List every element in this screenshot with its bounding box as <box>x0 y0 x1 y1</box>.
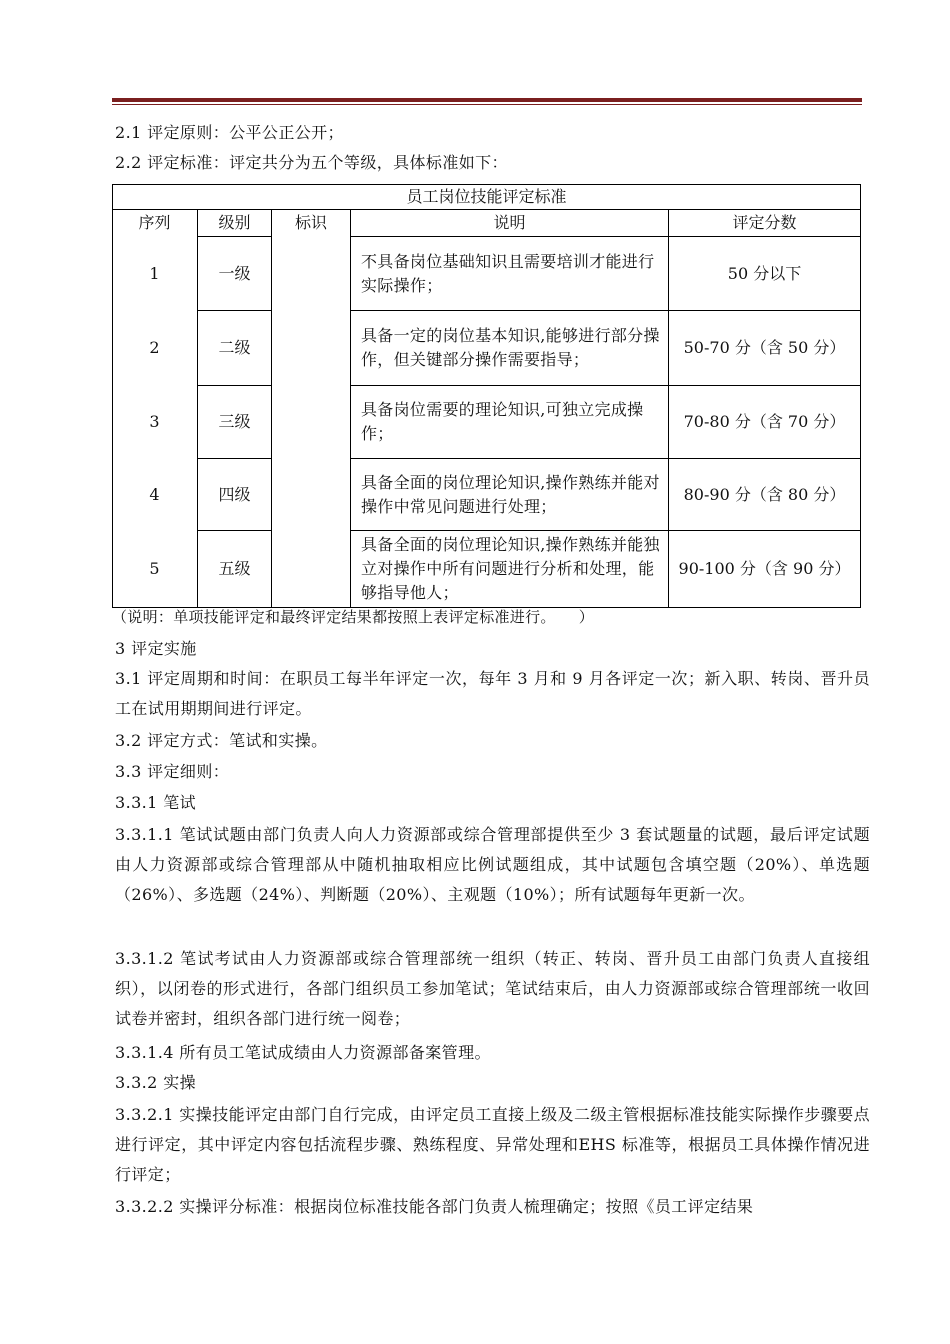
row-2-level: 二级 <box>218 338 251 357</box>
row-3-description: 具备岗位需要的理论知识,可独立完成操作； <box>361 400 644 443</box>
row-5-level: 五级 <box>218 559 251 578</box>
row-2-description: 具备一定的岗位基本知识,能够进行部分操作，但关键部分操作需要指导； <box>361 326 660 369</box>
row-5-score: 90-100 分（含 90 分） <box>678 559 851 578</box>
paragraph-2-2: 2.2 评定标准：评定共分为五个等级，具体标准如下： <box>115 153 508 172</box>
paragraph-3-3-1-2: 3.3.1.2 笔试考试由人力资源部或综合管理部统一组织（转正、转岗、晋升员工由部门负责人直接组织），以闭卷的形式进行，各部门组织员工参加笔试；笔试结束后，由人力资源部或综合管理部统一收回试卷并密封，组织各部门进行统一阅卷； <box>115 949 870 1028</box>
paragraph-3-3-2-2: 3.3.2.2 实操评分标准：根据岗位标准技能各部门负责人梳理确定；按照《员工评定结果 <box>115 1197 754 1216</box>
row-4-seq: 4 <box>149 484 160 504</box>
header-rule-thick <box>112 98 862 102</box>
skill-standard-table <box>112 184 861 608</box>
row-3-score: 70-80 分（含 70 分） <box>683 412 846 431</box>
heading-3-3-2: 3.3.2 实操 <box>115 1073 196 1092</box>
paragraph-3-2: 3.2 评定方式：笔试和实操。 <box>115 731 328 750</box>
row-3-seq: 3 <box>149 412 160 431</box>
paragraph-3-3: 3.3 评定细则： <box>115 762 230 781</box>
row-4-score: 80-90 分（含 80 分） <box>683 484 846 504</box>
header-rule-thin <box>112 104 862 105</box>
header-seq: 序列 <box>138 212 171 232</box>
row-5-description: 具备全面的岗位理论知识,操作熟练并能独立对操作中所有问题进行分析和处理，能够指导他人； <box>361 535 660 602</box>
header-score: 评定分数 <box>732 212 797 232</box>
row-4-description: 具备全面的岗位理论知识,操作熟练并能对操作中常见问题进行处理； <box>361 472 660 516</box>
row-2-seq: 2 <box>149 338 160 357</box>
row-1-level: 一级 <box>218 263 251 283</box>
paragraph-3-3-1-4: 3.3.1.4 所有员工笔试成绩由人力资源部备案管理。 <box>115 1043 491 1062</box>
paragraph-3-1: 3.1 评定周期和时间：在职员工每半年评定一次，每年 3 月和 9 月各评定一次；新入职、转岗、晋升员工在试用期期间进行评定。 <box>115 669 870 718</box>
row-3-level: 三级 <box>218 412 251 431</box>
row-2-score: 50-70 分（含 50 分） <box>683 338 846 357</box>
paragraph-3-3-2-1: 3.3.2.1 实操技能评定由部门自行完成，由评定员工直接上级及二级主管根据标准技能实际操作步骤要点进行评定，其中评定内容包括流程步骤、熟练程度、异常处理和EHS 标准等，根据员工具体操作情况进行评定； <box>115 1105 870 1184</box>
paragraph-3-3-1-1: 3.3.1.1 笔试试题由部门负责人向人力资源部或综合管理部提供至少 3 套试题量的试题，最后评定试题由人力资源部或综合管理部从中随机抽取相应比例试题组成，其中试题包含填空题（20%）、单选题（26%）、多选题（24%）、判断题（20%）、主观题（10%）；所有试题每年更新一次。 <box>115 825 870 904</box>
paragraph-2-1: 2.1 评定原则：公平公正公开； <box>115 123 344 142</box>
row-1-description: 不具备岗位基础知识且需要培训才能进行实际操作； <box>361 251 655 295</box>
header-level: 级别 <box>218 212 251 232</box>
table-note: （说明：单项技能评定和最终评定结果都按照上表评定标准进行。 ） <box>112 608 595 626</box>
header-mark: 标识 <box>294 212 327 232</box>
row-1-score: 50 分以下 <box>727 263 802 283</box>
row-4-level: 四级 <box>218 484 251 504</box>
row-1-seq: 1 <box>149 263 160 283</box>
table-title: 员工岗位技能评定标准 <box>406 186 567 206</box>
section-3-heading: 3 评定实施 <box>115 639 197 658</box>
heading-3-3-1: 3.3.1 笔试 <box>115 793 196 812</box>
row-5-seq: 5 <box>149 559 160 578</box>
header-description: 说明 <box>493 212 526 232</box>
